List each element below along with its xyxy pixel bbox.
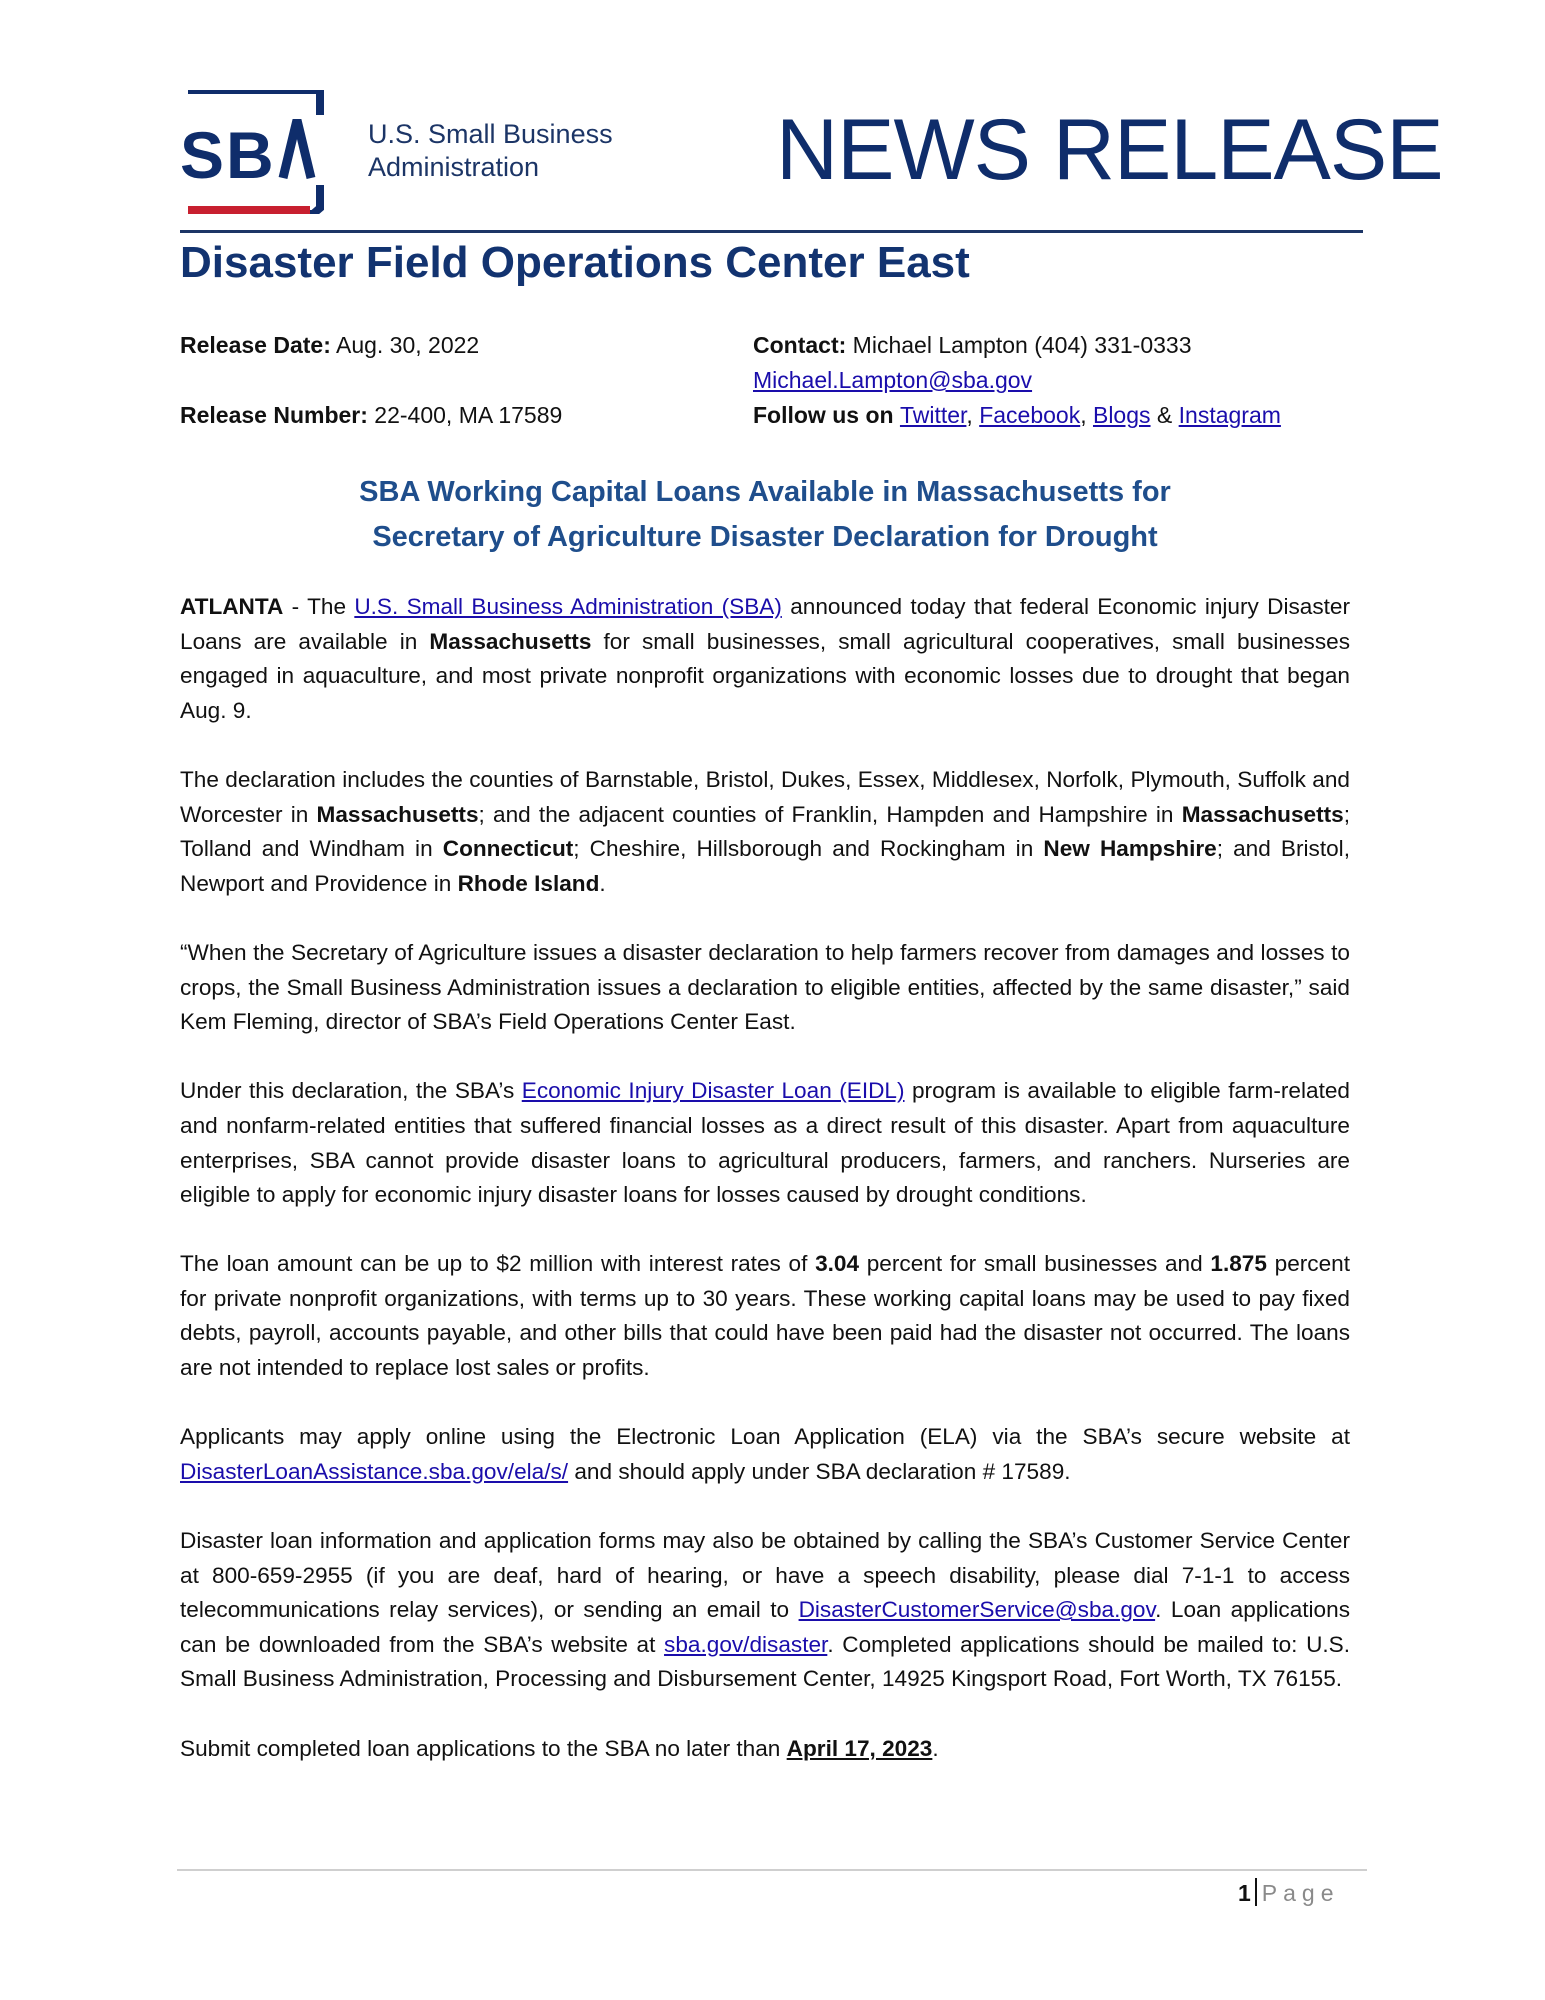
contact-label: Contact:	[753, 332, 847, 358]
text: and should apply under SBA declaration # 17589.	[568, 1458, 1071, 1484]
inline-link[interactable]: sba.gov/disaster	[664, 1631, 828, 1657]
bold-text: 3.04	[815, 1251, 860, 1277]
paragraph-1	[180, 590, 1350, 728]
separator: ,	[966, 402, 980, 428]
blogs-link[interactable]: Blogs	[1092, 402, 1151, 428]
inline-link[interactable]: DisasterCustomerService@sba.gov	[798, 1597, 1156, 1623]
release-number	[180, 398, 562, 433]
page-number	[1238, 1876, 1340, 1910]
release-date-value: Aug. 30, 2022	[330, 332, 480, 358]
office-title: Disaster Field Operations Center East	[180, 238, 970, 287]
paragraph-4	[180, 1074, 1350, 1212]
text: Under this declaration, the SBA’s	[180, 1078, 522, 1104]
instagram-link[interactable]: Instagram	[1178, 402, 1281, 428]
headline-line-2: Secretary of Agriculture Disaster Declaration for Drought	[372, 521, 1158, 553]
text: ; Cheshire, Hillsborough and Rockingham in	[573, 836, 1044, 862]
text: The loan amount can be up to $2 million with interest rates of	[180, 1251, 816, 1277]
bold-text: ATLANTA	[180, 594, 284, 619]
text: ; Tolland and Windham in	[180, 801, 1350, 862]
release-number-value: 22-400, MA 17589	[367, 402, 563, 428]
release-number-label: Release Number:	[180, 402, 368, 428]
contact-value: Michael Lampton (404) 331-0333	[846, 332, 1192, 358]
text: - The	[283, 594, 355, 619]
text: for small businesses, small agricultural cooperatives, small businesses engaged in aquaculture, and most private nonprofit organizations with economic losses due to drought that began Aug. 9.	[180, 628, 1351, 723]
separator: &	[1150, 402, 1179, 428]
social-links	[753, 398, 1281, 433]
text: Applicants may apply online using the Electronic Loan Application (ELA) via the SBA’s secure website at	[180, 1424, 1350, 1450]
follow-label: Follow us on	[753, 402, 900, 428]
contact-email-link[interactable]: Michael.Lampton@sba.gov	[753, 367, 1033, 393]
contact	[753, 328, 1192, 398]
bold-text: Massachusetts	[429, 628, 592, 654]
page-number-value: 1	[1238, 1880, 1251, 1906]
paragraph-6	[180, 1420, 1350, 1489]
agency-name	[368, 118, 613, 184]
paragraph-7	[180, 1524, 1350, 1697]
paragraph-3	[180, 936, 1350, 1040]
inline-link[interactable]: Economic Injury Disaster Loan (EIDL)	[521, 1078, 905, 1104]
text: . Loan applications can be downloaded from the SBA’s website at	[180, 1597, 1350, 1657]
text: .	[599, 870, 606, 896]
footer-divider	[177, 1869, 1367, 1871]
text: The declaration includes the counties of Barnstable, Bristol, Dukes, Essex, Middlesex, Norfolk, Plymouth, Suffolk and Worcester in	[180, 766, 1350, 827]
text: . Completed applications should be mailed to: U.S. Small Business Administration, Processing and Disbursement Center, 14925 Kingsport Road, Fort Worth, TX 76155.	[180, 1631, 1351, 1692]
press-headline	[180, 470, 1350, 560]
facebook-link[interactable]: Facebook	[979, 402, 1081, 428]
text: ; and the adjacent counties of Franklin, Hampden and Hampshire in	[478, 801, 1182, 827]
text: ; and Bristol, Newport and Providence in	[180, 836, 1350, 896]
bold-text: Rhode Island	[457, 870, 600, 896]
bold-text: Massachusetts	[1181, 801, 1344, 827]
text: .	[932, 1735, 939, 1761]
agency-line-2: Administration	[368, 152, 540, 182]
separator: ,	[1080, 402, 1093, 428]
text: announced today that federal Economic injury Disaster Loans are available in	[180, 594, 1350, 654]
paragraph-5	[180, 1247, 1350, 1385]
text: Submit completed loan applications to the SBA no later than	[180, 1735, 787, 1761]
svg-text:SB: SB	[180, 118, 276, 192]
text: program is available to eligible farm-related and nonfarm-related entities that suffered financial losses as a direct result of this disaster. Apart from aquaculture enterprises, SBA cannot provide disaster loans to agricultural producers, farmers, and ranchers. Nurseries are eligible to apply for economic injury disaster loans for losses caused by drought conditions.	[180, 1078, 1350, 1208]
text: “When the Secretary of Agriculture issues a disaster declaration to help farmers recover from damages and losses to crops, the Small Business Administration issues a declaration to eligible entities, affected by the same disaster,” said Kem Fleming, director of SBA’s Field Operations Center East.	[180, 939, 1350, 1035]
inline-link[interactable]: U.S. Small Business Administration (SBA)	[354, 594, 782, 619]
page-separator	[1255, 1878, 1257, 1906]
sba-logo	[180, 90, 325, 214]
page-label: Page	[1261, 1880, 1340, 1906]
headline-line-1: SBA Working Capital Loans Available in Massachusetts for	[359, 476, 1171, 508]
text: percent for private nonprofit organizations, with terms up to 30 years. These working capital loans may be used to pay fixed debts, payroll, accounts payable, and other bills that could have been paid had the disaster not occurred. The loans are not intended to replace lost sales or profits.	[180, 1251, 1350, 1381]
text: Disaster loan information and application forms may also be obtained by calling the SBA’s Customer Service Center at 800-659-2955 (if you are deaf, hard of hearing, or have a speech disability, please dial 7-1-1 to access telecommunications relay services), or sending an email to	[180, 1528, 1350, 1623]
logo-red-bar	[188, 206, 310, 214]
text: percent for small businesses and	[859, 1251, 1211, 1277]
bold-text: Connecticut	[442, 836, 574, 862]
agency-line-1: U.S. Small Business	[368, 119, 613, 149]
release-date-label: Release Date:	[180, 332, 331, 358]
bold-text: April 17, 2023	[786, 1735, 933, 1761]
twitter-link[interactable]: Twitter	[899, 402, 967, 428]
article-body	[180, 590, 1350, 1801]
bold-text: Massachusetts	[316, 801, 479, 827]
bold-text: 1.875	[1210, 1251, 1267, 1277]
release-date	[180, 328, 479, 363]
paragraph-2	[180, 763, 1350, 901]
news-release-title: NEWS RELEASE	[776, 102, 1443, 198]
paragraph-8	[180, 1732, 1350, 1767]
bold-text: New Hampshire	[1043, 836, 1217, 862]
inline-link[interactable]: DisasterLoanAssistance.sba.gov/ela/s/	[180, 1458, 569, 1484]
